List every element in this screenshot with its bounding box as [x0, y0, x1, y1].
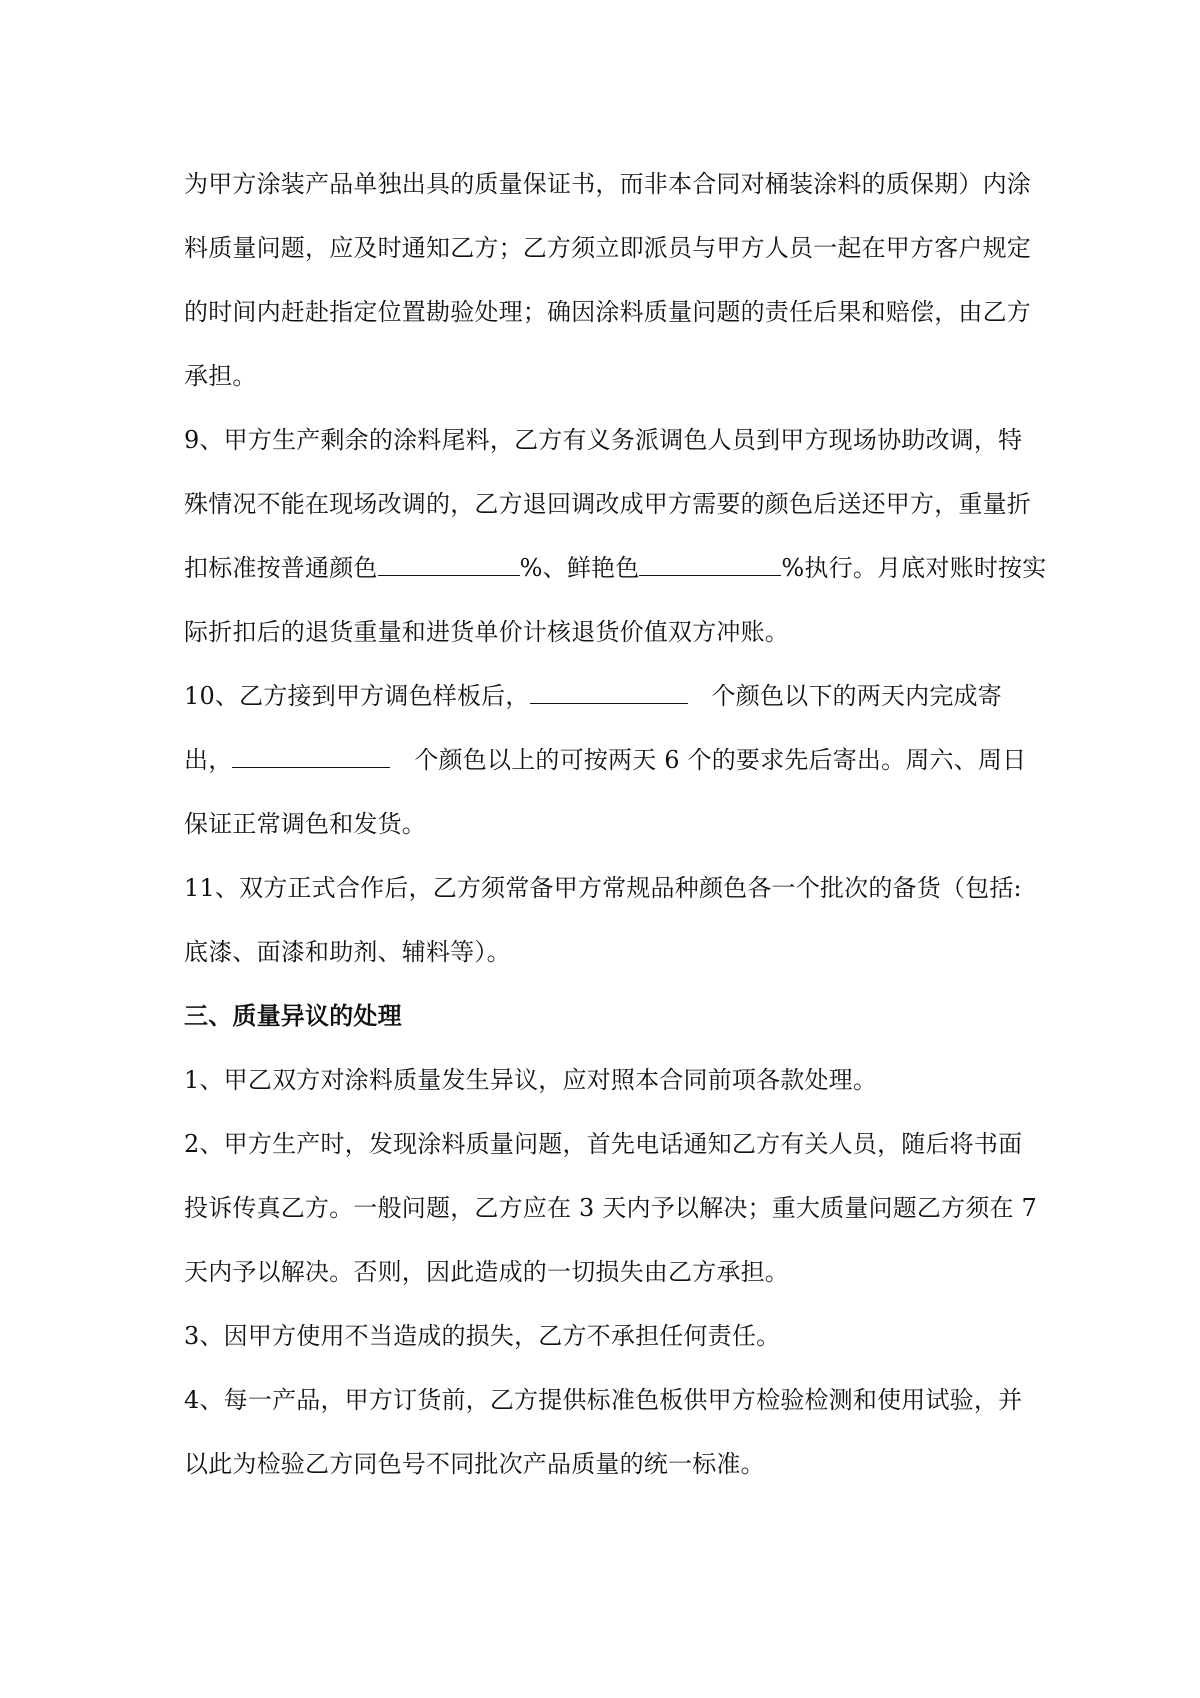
- text-segment: 个颜色以下的两天内完成寄: [711, 682, 1002, 710]
- text-line: 保证正常调色和发货。: [184, 810, 426, 838]
- text-segment: 扣标准按普通颜色: [184, 554, 378, 582]
- text-segment: %、鲜艳色: [519, 554, 640, 582]
- fill-in-blank-normal-color[interactable]: [378, 557, 520, 576]
- document-body: [184, 152, 1047, 1496]
- fill-in-blank-color-count-below[interactable]: [530, 685, 688, 704]
- section-heading: 三、质量异议的处理: [184, 1001, 402, 1030]
- text-line-item-10-cont: [184, 728, 1027, 792]
- text-line: 投诉传真乙方。一般问题，乙方应在 3 天内予以解决；重大质量问题乙方须在 7: [184, 1194, 1038, 1222]
- text-line: 1、甲乙双方对涂料质量发生异议，应对照本合同前项各款处理。: [184, 1066, 878, 1094]
- text-line: 际折扣后的退货重量和进货单价计核退货价值双方冲账。: [184, 618, 789, 646]
- text-line: 为甲方涂装产品单独出具的质量保证书，而非本合同对桶装涂料的质保期）内涂: [184, 170, 1031, 198]
- text-line-item-10: [184, 664, 1024, 728]
- text-line-discount: [184, 536, 1047, 600]
- text-line: 11、双方正式合作后，乙方须常备甲方常规品种颜色各一个批次的备货（包括:: [184, 874, 1022, 902]
- text-segment: 10、乙方接到甲方调色样板后，: [184, 682, 530, 710]
- text-segment: %执行。月底对账时按实: [781, 554, 1047, 582]
- text-line: 料质量问题，应及时通知乙方；乙方须立即派员与甲方人员一起在甲方客户规定: [184, 234, 1031, 262]
- text-line: 天内予以解决。否则，因此造成的一切损失由乙方承担。: [184, 1258, 789, 1286]
- text-line: 的时间内赶赴指定位置勘验处理；确因涂料质量问题的责任后果和赔偿，由乙方: [184, 298, 1031, 326]
- fill-in-blank-bright-color[interactable]: [639, 557, 781, 576]
- text-line: 4、每一产品，甲方订货前，乙方提供标准色板供甲方检验检测和使用试验，并: [184, 1386, 1023, 1414]
- text-segment: 个颜色以上的可按两天 6 个的要求先后寄出。周六、周日: [414, 746, 1027, 774]
- text-line: 殊情况不能在现场改调的，乙方退回调改成甲方需要的颜色后送还甲方，重量折: [184, 490, 1031, 518]
- text-line: 2、甲方生产时，发现涂料质量问题，首先电话通知乙方有关人员，随后将书面: [184, 1130, 1023, 1158]
- text-line: 底漆、面漆和助剂、辅料等）。: [184, 938, 511, 966]
- text-segment: 出，: [184, 746, 233, 774]
- text-line: 9、甲方生产剩余的涂料尾料，乙方有义务派调色人员到甲方现场协助改调，特: [184, 426, 1023, 454]
- text-line: 3、因甲方使用不当造成的损失，乙方不承担任何责任。: [184, 1322, 781, 1350]
- fill-in-blank-color-count-above[interactable]: [232, 749, 390, 768]
- text-line: 以此为检验乙方同色号不同批次产品质量的统一标准。: [184, 1450, 765, 1478]
- text-line: 承担。: [184, 362, 257, 390]
